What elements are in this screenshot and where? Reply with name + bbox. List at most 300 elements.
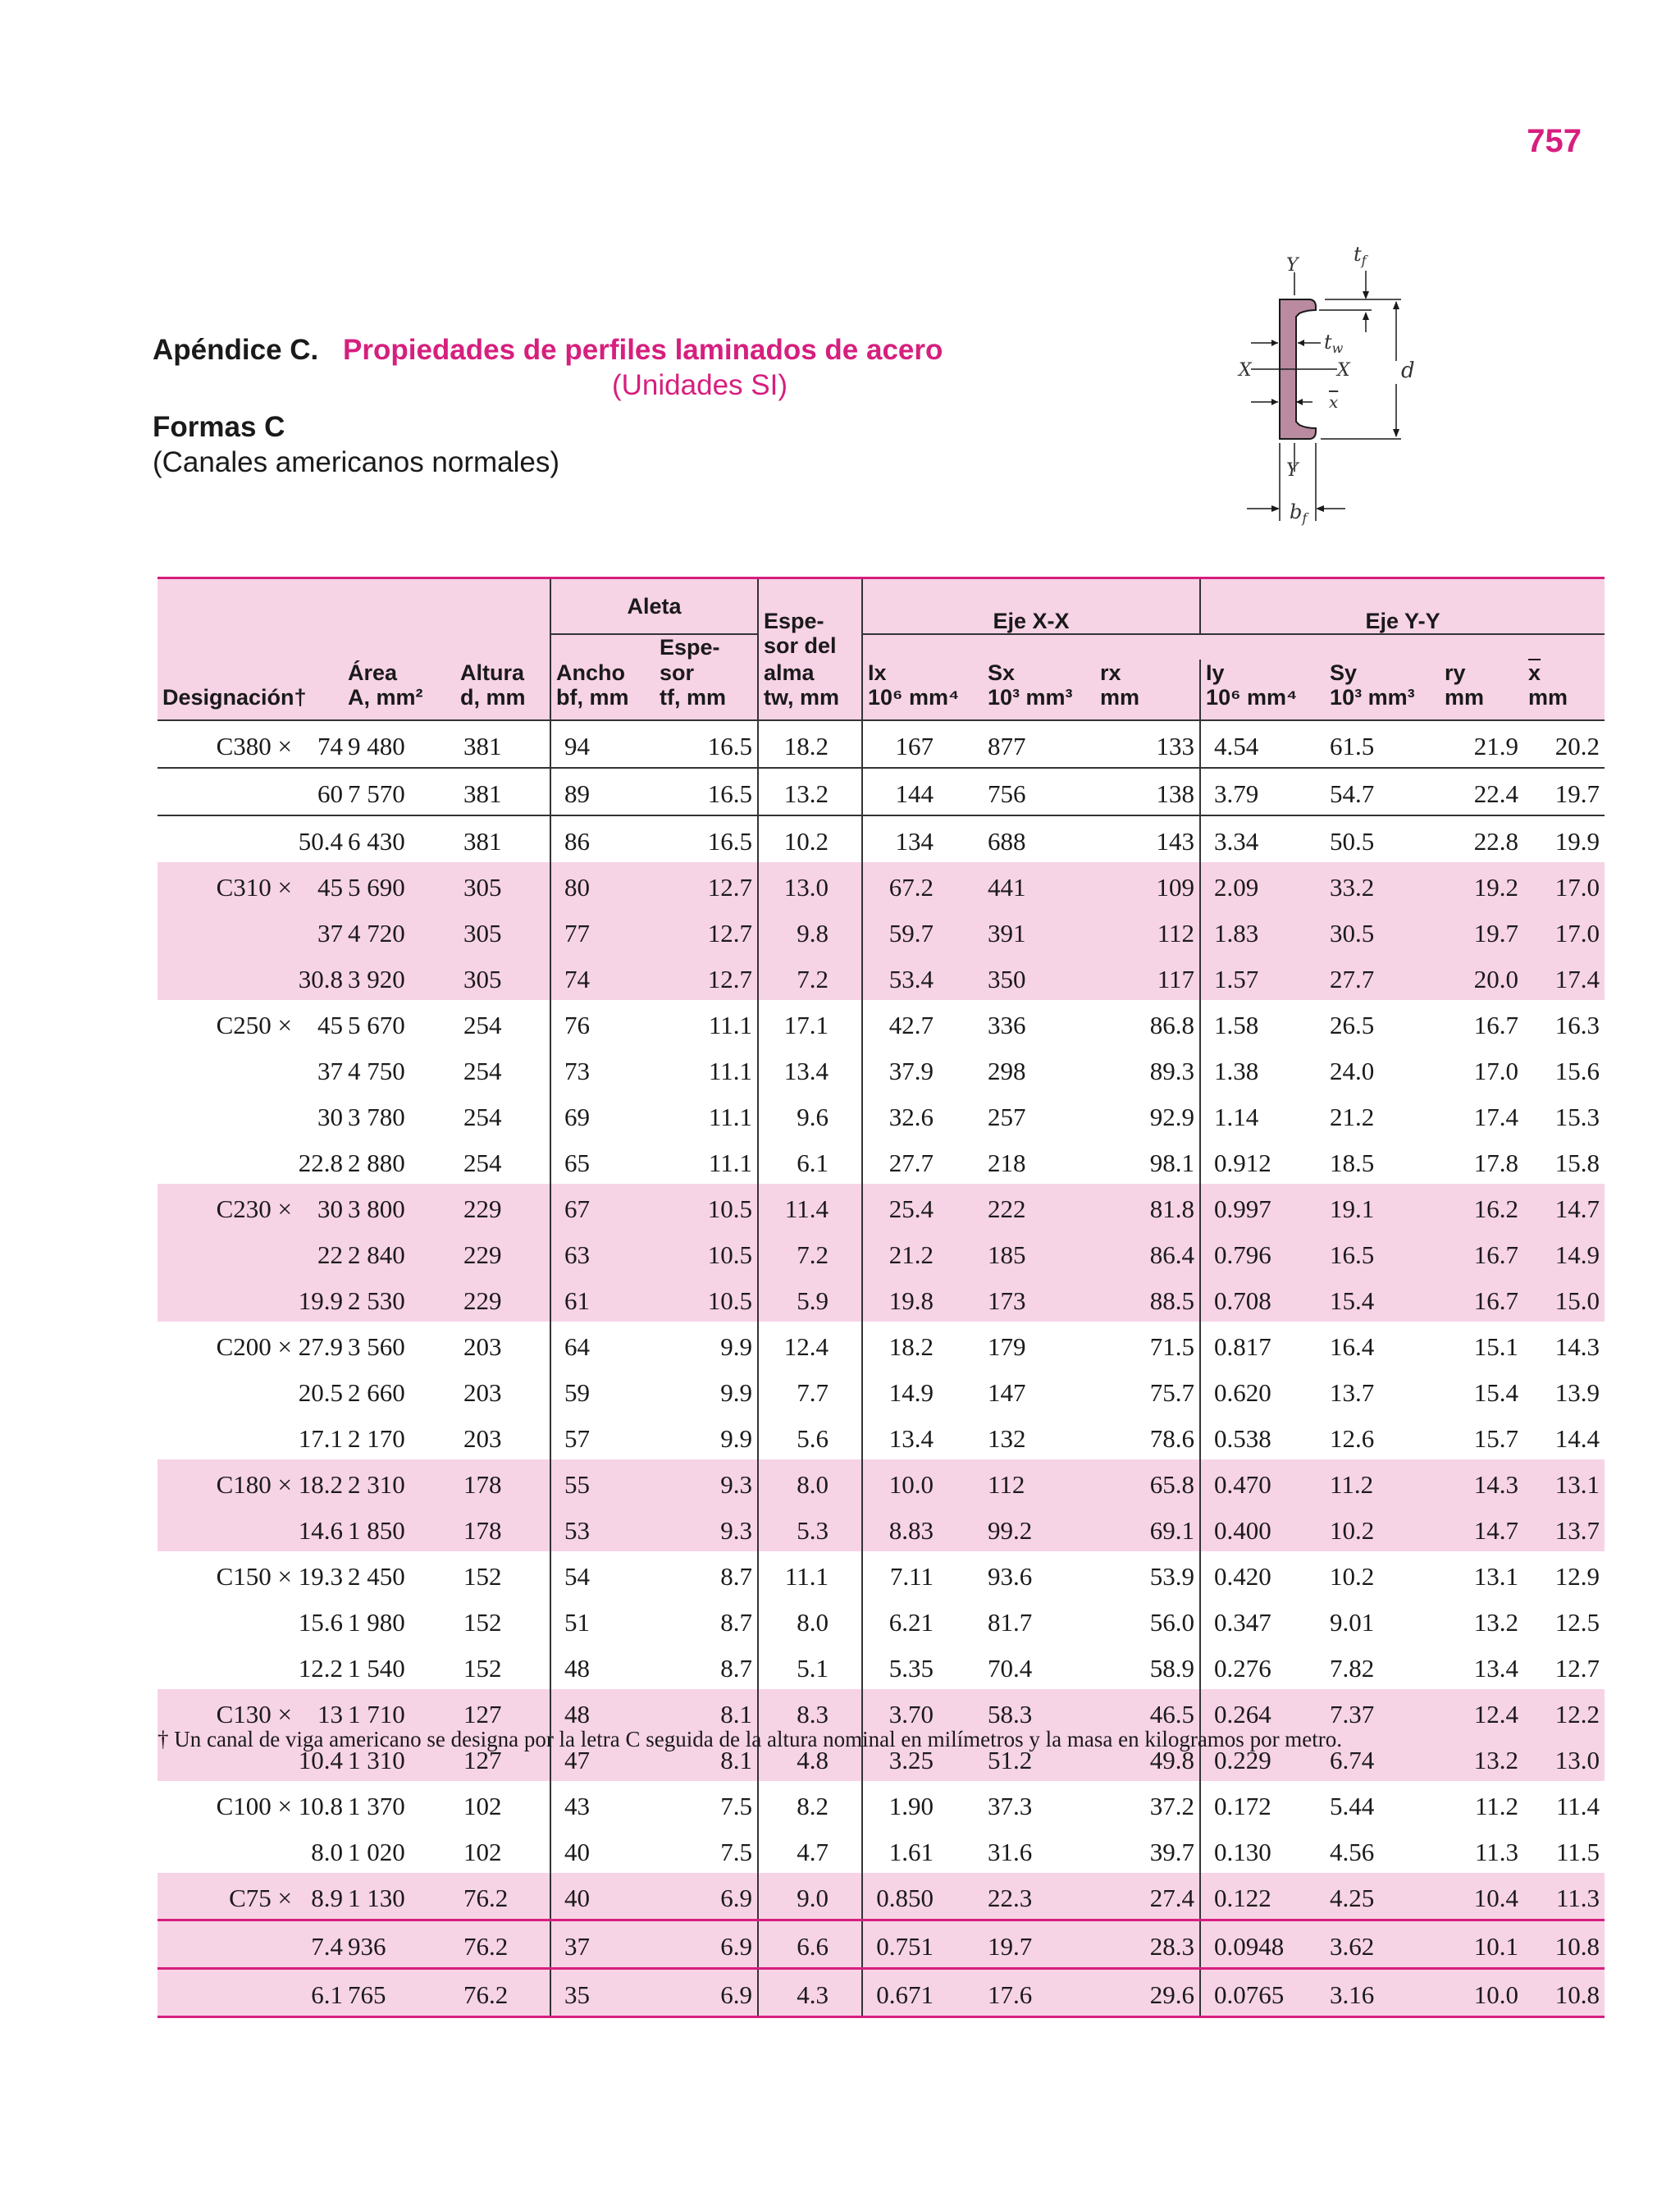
- cell-tf: 10.5: [655, 1230, 758, 1276]
- cell-sx: 81.7: [988, 1608, 1033, 1637]
- cell-iy: 0.130: [1200, 1827, 1325, 1873]
- designation-mass: 45: [317, 873, 343, 902]
- cell-tf: 16.5: [655, 720, 758, 768]
- cell-sy: 21.2: [1330, 1103, 1375, 1131]
- cell-sy: 7.82: [1330, 1654, 1375, 1683]
- cell-tf: 6.9: [655, 1873, 758, 1920]
- designation-mass: 10.8: [298, 1792, 343, 1820]
- cell-d: 102: [463, 1792, 502, 1820]
- header-eje-yy: Eje Y-Y: [1200, 578, 1605, 635]
- cell-ix: 53.4: [862, 954, 983, 1000]
- cell-sx: 147: [988, 1378, 1026, 1407]
- cell-ix: 0.671: [862, 1969, 983, 2017]
- cell-ry: 19.7: [1440, 908, 1523, 954]
- cell-sy: 6.74: [1325, 1735, 1440, 1781]
- cell-sx: 185: [983, 1230, 1095, 1276]
- cell-rx: 78.6: [1149, 1424, 1195, 1453]
- cell-a: 3 800: [343, 1184, 455, 1230]
- cell-ix: 27.7: [862, 1138, 983, 1184]
- cell-ix: 25.4: [862, 1184, 983, 1230]
- cell-iy: 3.34: [1200, 815, 1325, 862]
- cell-ix: 32.6: [862, 1092, 983, 1138]
- label-y-bottom: Y: [1286, 460, 1299, 481]
- cell-a: 1 540: [348, 1654, 405, 1683]
- designation-cell: [158, 1505, 343, 1551]
- cell-iy: 0.708: [1200, 1276, 1325, 1322]
- cell-bf: 61: [550, 1276, 655, 1322]
- cell-sy: 7.37: [1325, 1689, 1440, 1735]
- table-group: [158, 862, 1605, 1000]
- designation-mass: 8.0: [311, 1838, 343, 1866]
- cell-tf: 7.5: [720, 1838, 753, 1866]
- cell-a: 3 920: [343, 954, 455, 1000]
- designation-cell: [158, 1551, 343, 1597]
- designation-mass: 8.9: [311, 1884, 343, 1912]
- label-y-top: Y: [1286, 255, 1299, 276]
- cell-ry: 19.2: [1440, 862, 1523, 908]
- cell-d: 203: [463, 1424, 502, 1453]
- cell-bf: 37: [550, 1920, 655, 1969]
- designation-cell: [158, 768, 343, 815]
- cell-a: 9 480: [343, 720, 455, 768]
- cell-iy: 0.400: [1200, 1505, 1325, 1551]
- cell-sx: 688: [983, 815, 1095, 862]
- cell-d: 305: [455, 862, 550, 908]
- label-tf-sub: f: [1361, 253, 1367, 268]
- cell-bf: 77: [550, 908, 655, 954]
- designation-prefix: C130 ×: [216, 1700, 292, 1728]
- cell-tw: 8.2: [758, 1781, 862, 1827]
- appendix-label: Apéndice C.: [153, 334, 319, 366]
- cell-sy: 13.7: [1330, 1378, 1375, 1407]
- header-ry: ry mm: [1440, 660, 1523, 720]
- label-xbar: x: [1329, 392, 1339, 412]
- cell-iy: 1.57: [1200, 954, 1325, 1000]
- cell-sx: 132: [988, 1424, 1026, 1453]
- designation-mass: 17.1: [298, 1424, 343, 1453]
- cell-ix: 42.7: [862, 1000, 983, 1046]
- cell-ix: 167: [862, 720, 983, 768]
- cell-rx: 86.4: [1095, 1230, 1200, 1276]
- cell-sx: 336: [988, 1011, 1026, 1039]
- cell-bf: 54: [550, 1551, 655, 1597]
- cell-tf: 6.9: [655, 1920, 758, 1969]
- svg-text:d: [1401, 358, 1415, 383]
- cell-bf: 59: [550, 1368, 655, 1413]
- cell-sy: 9.01: [1330, 1608, 1375, 1637]
- cell-tw: 5.3: [758, 1505, 862, 1551]
- cell-rx: 81.8: [1095, 1184, 1200, 1230]
- label-x-left: X: [1239, 360, 1252, 381]
- designation-mass: 50.4: [298, 827, 343, 856]
- table-group: [158, 1000, 1605, 1184]
- table-group: [158, 1184, 1605, 1322]
- cell-d: 381: [455, 815, 550, 862]
- cell-x: 16.3: [1554, 1011, 1600, 1039]
- cell-ry: 15.1: [1473, 1332, 1519, 1361]
- cell-a: 1 710: [343, 1689, 455, 1735]
- cell-rx: 109: [1095, 862, 1200, 908]
- header-sx: Sx 10³ mm³: [983, 660, 1095, 720]
- cell-d: 76.2: [455, 1969, 550, 2017]
- cell-x: 12.2: [1523, 1689, 1605, 1735]
- cell-ix: 59.7: [862, 908, 983, 954]
- table-row: [158, 1920, 1605, 1969]
- cell-bf: 53: [550, 1505, 655, 1551]
- cell-tf: 10.5: [655, 1276, 758, 1322]
- cell-ix: 37.9: [862, 1046, 983, 1092]
- cell-iy: 0.620: [1200, 1368, 1325, 1413]
- cell-ry: 13.2: [1473, 1608, 1519, 1637]
- header-aleta: Aleta: [550, 578, 758, 635]
- cell-d: 178: [455, 1505, 550, 1551]
- table-row: [158, 1505, 1605, 1551]
- designation-cell: [158, 1000, 343, 1046]
- table-group: [158, 1781, 1605, 1873]
- cell-x: 12.9: [1554, 1562, 1600, 1591]
- cell-ry: 10.4: [1440, 1873, 1523, 1920]
- cell-bf: 35: [550, 1969, 655, 2017]
- channel-section-diagram: [1214, 238, 1427, 541]
- cell-ix: 8.83: [862, 1505, 983, 1551]
- table-row: [158, 1827, 1605, 1873]
- cell-sx: 877: [983, 720, 1095, 768]
- cell-ry: 10.1: [1440, 1920, 1523, 1969]
- cell-tw: 9.6: [758, 1092, 862, 1138]
- cell-tw: 10.2: [758, 815, 862, 862]
- cell-tw: 9.0: [758, 1873, 862, 1920]
- cell-rx: 58.9: [1149, 1654, 1195, 1683]
- cell-ry: 14.3: [1440, 1459, 1523, 1505]
- table-row: [158, 1046, 1605, 1092]
- cell-d: 203: [463, 1332, 502, 1361]
- cell-d: 254: [463, 1103, 502, 1131]
- cell-ix: 144: [862, 768, 983, 815]
- header-xbar: $\overline{x}$ mm: [1523, 660, 1605, 720]
- cell-tf: 6.9: [655, 1969, 758, 2017]
- cell-sx: 99.2: [983, 1505, 1095, 1551]
- designation-mass: 22: [317, 1240, 343, 1269]
- cell-rx: 92.9: [1149, 1103, 1195, 1131]
- label-d: d: [1401, 358, 1415, 383]
- label-bf-sub: f: [1302, 510, 1308, 526]
- table-row: [158, 720, 1605, 768]
- cell-tf: 9.9: [720, 1378, 753, 1407]
- cell-x: 15.8: [1554, 1149, 1600, 1177]
- cell-rx: 29.6: [1095, 1969, 1200, 2017]
- cell-bf: 40: [550, 1873, 655, 1920]
- cell-x: 14.4: [1554, 1424, 1600, 1453]
- cell-a: 936: [343, 1920, 455, 1969]
- cell-tw: 13.4: [758, 1046, 862, 1092]
- table-row: [158, 1969, 1605, 2017]
- cell-bf: 40: [550, 1827, 655, 1873]
- cell-ry: 15.7: [1473, 1424, 1519, 1453]
- cell-tw: 4.7: [758, 1827, 862, 1873]
- cell-d: 381: [455, 720, 550, 768]
- cell-ix: 0.751: [862, 1920, 983, 1969]
- designation-cell: [158, 1781, 343, 1827]
- cell-tw: 5.1: [758, 1643, 862, 1689]
- cell-sx: 179: [988, 1332, 1026, 1361]
- cell-bf: 76: [550, 1000, 655, 1046]
- cell-ry: 21.9: [1440, 720, 1523, 768]
- cell-iy: 0.347: [1200, 1597, 1325, 1643]
- cell-sy: 10.2: [1330, 1562, 1375, 1591]
- cell-sy: 15.4: [1325, 1276, 1440, 1322]
- cell-d: 254: [463, 1011, 502, 1039]
- cell-ry: 15.4: [1473, 1378, 1519, 1407]
- cell-bf: 63: [550, 1230, 655, 1276]
- designation-mass: 30: [317, 1103, 343, 1131]
- label-tw: t: [1324, 331, 1332, 354]
- cell-iy: 0.229: [1200, 1735, 1325, 1781]
- cell-iy: 0.0948: [1200, 1920, 1325, 1969]
- table-row: [158, 1138, 1605, 1184]
- cell-sx: 17.6: [983, 1969, 1095, 2017]
- cell-tf: 8.7: [720, 1608, 753, 1637]
- designation-cell: [158, 954, 343, 1000]
- cell-tf: 10.5: [655, 1184, 758, 1230]
- cell-tf: 7.5: [720, 1792, 753, 1820]
- cell-x: 13.0: [1523, 1735, 1605, 1781]
- cell-a: 4 750: [348, 1057, 405, 1085]
- cell-ry: 16.2: [1440, 1184, 1523, 1230]
- cell-tw: 7.2: [758, 1230, 862, 1276]
- designation-cell: [158, 1643, 343, 1689]
- label-tw-sub: w: [1331, 340, 1344, 356]
- designation-mass: 22.8: [298, 1149, 343, 1177]
- header-espesor-top: Espe-: [655, 634, 758, 660]
- cell-a: 5 690: [343, 862, 455, 908]
- cell-x: 10.8: [1523, 1969, 1605, 2017]
- cell-sy: 61.5: [1325, 720, 1440, 768]
- designation-prefix: C310 ×: [216, 873, 292, 902]
- table-row: [158, 1230, 1605, 1276]
- cell-a: 2 880: [348, 1149, 405, 1177]
- designation-cell: [158, 1413, 343, 1459]
- designation-mass: 30.8: [298, 965, 343, 993]
- label-bf: b: [1290, 500, 1303, 523]
- cell-tw: 5.9: [758, 1276, 862, 1322]
- cell-sy: 4.56: [1330, 1838, 1375, 1866]
- designation-prefix: C180 ×: [216, 1470, 292, 1499]
- cell-d: 152: [463, 1654, 502, 1683]
- cell-tf: 8.1: [655, 1689, 758, 1735]
- label-x-right: X: [1337, 360, 1350, 381]
- cell-sx: 218: [988, 1149, 1026, 1177]
- cell-iy: 0.470: [1200, 1459, 1325, 1505]
- svg-text:tf: [1354, 243, 1369, 268]
- cell-ix: 1.90: [862, 1781, 983, 1827]
- cell-tf: 12.7: [655, 954, 758, 1000]
- designation-cell: [158, 1092, 343, 1138]
- cell-ry: 13.4: [1473, 1654, 1519, 1683]
- table-row: [158, 1413, 1605, 1459]
- cell-sy: 3.62: [1325, 1920, 1440, 1969]
- table-row: [158, 1643, 1605, 1689]
- cell-a: 2 450: [348, 1562, 405, 1591]
- cell-iy: 0.172: [1200, 1781, 1325, 1827]
- header-eje-xx: Eje X-X: [862, 578, 1200, 635]
- table-group: [158, 720, 1605, 862]
- header-iy: Iy 10⁶ mm⁴: [1200, 660, 1325, 720]
- cell-d: 127: [455, 1689, 550, 1735]
- cell-tw: 17.1: [758, 1000, 862, 1046]
- cell-ix: 1.61: [862, 1827, 983, 1873]
- cell-bf: 67: [550, 1184, 655, 1230]
- cell-tw: 8.0: [758, 1459, 862, 1505]
- cell-rx: 39.7: [1149, 1838, 1195, 1866]
- designation-cell: [158, 1138, 343, 1184]
- cell-tw: 7.7: [758, 1368, 862, 1413]
- cell-sy: 3.16: [1325, 1969, 1440, 2017]
- header-espesor-alma: Espe- sor del: [758, 578, 862, 660]
- cell-bf: 69: [550, 1092, 655, 1138]
- cell-tw: 18.2: [758, 720, 862, 768]
- cell-bf: 74: [550, 954, 655, 1000]
- cell-tf: 11.1: [708, 1011, 753, 1039]
- appendix-title: Propiedades de perfiles laminados de acero: [343, 334, 943, 366]
- cell-d: 254: [463, 1057, 502, 1085]
- cell-sx: 112: [983, 1459, 1095, 1505]
- header-area: Área A, mm²: [343, 660, 455, 720]
- cell-bf: 65: [550, 1138, 655, 1184]
- cell-x: 19.7: [1523, 768, 1605, 815]
- cell-sy: 10.2: [1325, 1505, 1440, 1551]
- table-group: [158, 1459, 1605, 1551]
- cell-rx: 46.5: [1095, 1689, 1200, 1735]
- cell-d: 152: [463, 1562, 502, 1591]
- table-group: [158, 1873, 1605, 2017]
- cell-ix: 10.0: [862, 1459, 983, 1505]
- cell-sy: 26.5: [1330, 1011, 1375, 1039]
- cell-tw: 6.6: [758, 1920, 862, 1969]
- svg-text:X: [1335, 360, 1351, 381]
- cell-tf: 16.5: [655, 768, 758, 815]
- cell-tf: 8.1: [655, 1735, 758, 1781]
- cell-tw: 11.1: [758, 1551, 862, 1597]
- cell-ix: 134: [862, 815, 983, 862]
- cell-tf: 11.1: [708, 1103, 753, 1131]
- cell-ry: 22.8: [1440, 815, 1523, 862]
- properties-table-container: [158, 577, 1600, 2018]
- cell-rx: 49.8: [1095, 1735, 1200, 1781]
- designation-mass: 12.2: [298, 1654, 343, 1683]
- cell-tf: 16.5: [655, 815, 758, 862]
- cell-sx: 70.4: [988, 1654, 1033, 1683]
- cell-ry: 12.4: [1440, 1689, 1523, 1735]
- cell-sy: 27.7: [1325, 954, 1440, 1000]
- cell-d: 127: [455, 1735, 550, 1781]
- cell-ix: 18.2: [862, 1322, 983, 1368]
- designation-mass: 6.1: [311, 1980, 343, 2009]
- cell-iy: 4.54: [1200, 720, 1325, 768]
- cell-d: 76.2: [455, 1920, 550, 1969]
- cell-bf: 47: [550, 1735, 655, 1781]
- designation-cell: [158, 1368, 343, 1413]
- designation-mass: 19.3: [298, 1562, 343, 1591]
- cell-sy: 30.5: [1325, 908, 1440, 954]
- cell-a: 1 310: [343, 1735, 455, 1781]
- header-espesor: sor tf, mm: [655, 660, 758, 720]
- cell-a: 765: [343, 1969, 455, 2017]
- cell-iy: 0.817: [1200, 1322, 1325, 1368]
- cell-ry: 16.7: [1440, 1276, 1523, 1322]
- cell-rx: 53.9: [1149, 1562, 1195, 1591]
- cell-rx: 138: [1095, 768, 1200, 815]
- svg-text:x: [1329, 392, 1338, 412]
- cell-ry: 10.0: [1440, 1969, 1523, 2017]
- cell-a: 1 980: [348, 1608, 405, 1637]
- cell-a: 2 170: [348, 1424, 405, 1453]
- cell-ry: 17.8: [1473, 1149, 1519, 1177]
- cell-bf: 94: [550, 720, 655, 768]
- cell-ix: 3.70: [862, 1689, 983, 1735]
- cell-sy: 16.4: [1330, 1332, 1375, 1361]
- cell-bf: 57: [550, 1413, 655, 1459]
- cell-iy: 2.09: [1200, 862, 1325, 908]
- cell-sx: 350: [983, 954, 1095, 1000]
- cell-rx: 69.1: [1095, 1505, 1200, 1551]
- forms-title: Formas C: [153, 411, 285, 443]
- cell-bf: 43: [550, 1781, 655, 1827]
- designation-cell: [158, 1920, 343, 1969]
- cell-a: 2 530: [343, 1276, 455, 1322]
- table-row: [158, 1459, 1605, 1505]
- designation-prefix: C100 ×: [216, 1792, 292, 1820]
- cell-ry: 11.3: [1474, 1838, 1519, 1866]
- cell-rx: 86.8: [1149, 1011, 1195, 1039]
- cell-x: 15.0: [1523, 1276, 1605, 1322]
- table-header: [158, 578, 1605, 721]
- cell-ry: 11.2: [1474, 1792, 1519, 1820]
- cell-x: 11.4: [1555, 1792, 1600, 1820]
- cell-a: 1 850: [343, 1505, 455, 1551]
- cell-a: 4 720: [343, 908, 455, 954]
- cell-a: 2 840: [343, 1230, 455, 1276]
- cell-a: 1 130: [343, 1873, 455, 1920]
- designation-mass: 37: [317, 1057, 343, 1085]
- cell-iy: 0.276: [1200, 1643, 1325, 1689]
- cell-tw: 8.0: [758, 1597, 862, 1643]
- cell-d: 229: [455, 1184, 550, 1230]
- header-altura: Altura d, mm: [455, 660, 550, 720]
- cell-tf: 12.7: [655, 908, 758, 954]
- cell-ix: 13.4: [862, 1413, 983, 1459]
- cell-a: 2 310: [343, 1459, 455, 1505]
- header-designacion: Designación†: [158, 660, 343, 720]
- table-row: [158, 1322, 1605, 1368]
- cell-tw: 11.4: [758, 1184, 862, 1230]
- header-ancho: Ancho bf, mm: [550, 660, 655, 720]
- units-label: (Unidades SI): [612, 369, 788, 401]
- designation-cell: [158, 1184, 343, 1230]
- designation-prefix: C200 ×: [216, 1332, 292, 1361]
- cell-a: 3 560: [348, 1332, 405, 1361]
- designation-cell: [158, 862, 343, 908]
- cell-ry: 16.7: [1473, 1011, 1519, 1039]
- designation-prefix: C75 ×: [229, 1884, 292, 1912]
- cell-sx: 756: [983, 768, 1095, 815]
- designation-mass: 10.4: [298, 1746, 343, 1774]
- svg-text:X: [1237, 360, 1253, 381]
- cell-sy: 24.0: [1330, 1057, 1375, 1085]
- cell-ix: 67.2: [862, 862, 983, 908]
- cell-x: 13.7: [1523, 1505, 1605, 1551]
- cell-tf: 12.7: [655, 862, 758, 908]
- designation-cell: [158, 1969, 343, 2017]
